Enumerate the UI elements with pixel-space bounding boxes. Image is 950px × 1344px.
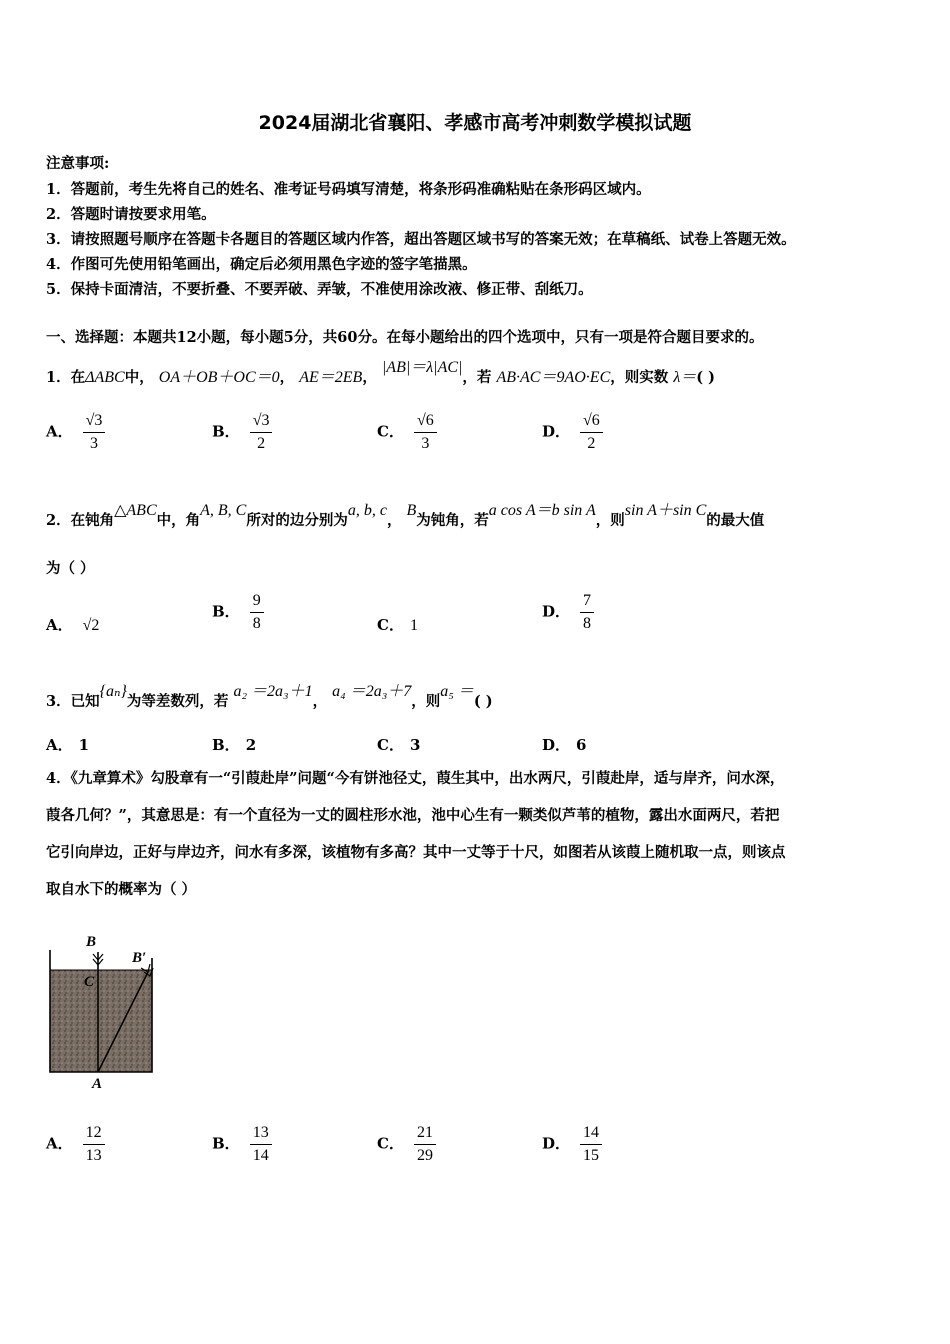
notice-item: 4．作图可先使用铅笔画出，确定后必须用黑色字迹的签字笔描黑。 <box>46 256 477 273</box>
q1-math: |AB|＝λ|AC| <box>381 359 463 376</box>
label-c: C <box>84 974 95 990</box>
q2-math: A, B, C <box>200 502 247 519</box>
question-1 <box>46 359 716 387</box>
q1-option-c[interactable] <box>377 412 437 453</box>
pond-figure <box>40 928 170 1093</box>
option-fraction <box>414 412 437 453</box>
q2-option-c[interactable] <box>377 614 418 635</box>
q2-math: B <box>406 502 417 519</box>
q1-option-b[interactable] <box>212 412 272 453</box>
denominator: 3 <box>421 435 430 452</box>
q3-text: ，则 <box>411 693 441 710</box>
denominator: 13 <box>85 1147 102 1164</box>
option-label: B． <box>212 736 240 754</box>
q3-math: a₂ ＝2a₃＋1 <box>233 683 313 700</box>
numerator: √6 <box>414 412 437 433</box>
option-label: D． <box>542 1134 571 1153</box>
q3-option-c[interactable] <box>377 734 420 755</box>
denominator: 8 <box>252 615 261 632</box>
numerator: √3 <box>83 412 106 433</box>
question-2-cont: 为（ ） <box>46 560 95 577</box>
q1-math: AE＝2EB <box>299 369 363 386</box>
notice-item: 5．保持卡面清洁，不要折叠、不要弄破、弄皱，不准使用涂改液、修正带、刮纸刀。 <box>46 281 593 298</box>
q2-text: 为钝角，若 <box>416 512 489 529</box>
q1-text: 1．在 <box>46 369 86 386</box>
q1-option-d[interactable] <box>542 412 603 453</box>
option-fraction <box>580 1124 602 1165</box>
q2-text: 的最大值 <box>706 512 765 529</box>
question-4 <box>46 760 906 908</box>
option-fraction <box>83 412 106 453</box>
numerator: 13 <box>250 1124 272 1145</box>
q1-math: AB·AC＝9AO·EC <box>496 369 611 386</box>
option-label: D． <box>542 602 571 621</box>
q2-math: a, b, c <box>347 502 387 519</box>
q1-option-a[interactable] <box>46 412 105 453</box>
q4-option-b[interactable] <box>212 1124 272 1165</box>
option-value: 6 <box>576 736 587 754</box>
option-fraction <box>83 1124 105 1165</box>
q1-text: ( ) <box>696 369 716 386</box>
label-a: A <box>92 1076 103 1092</box>
q1-math: OA＋OB＋OC＝0 <box>158 369 280 386</box>
denominator: 8 <box>583 615 592 632</box>
q3-option-a[interactable] <box>46 734 89 755</box>
option-label: A． <box>46 1134 73 1153</box>
option-value: 3 <box>409 736 421 754</box>
notice-heading: 注意事项: <box>46 155 110 172</box>
q4-line: 它引向岸边，正好与岸边齐，问水有多深，该植物有多高？其中一丈等于十尺，如图若从该葭上随机取一点，则该点 <box>46 844 786 861</box>
option-fraction <box>250 412 273 453</box>
q3-option-b[interactable] <box>212 734 256 755</box>
q4-option-d[interactable] <box>542 1124 602 1165</box>
denominator: 2 <box>257 435 266 452</box>
q3-text: 为等差数列，若 <box>126 693 229 710</box>
option-label: A． <box>46 616 73 634</box>
option-label: C． <box>377 1134 404 1153</box>
label-b-prime: B′ <box>132 950 147 966</box>
option-label: C． <box>377 736 404 754</box>
numerator: √6 <box>580 412 603 433</box>
q1-text: ， <box>279 369 295 386</box>
q3-text: 3．已知 <box>46 693 100 710</box>
q1-text: ，若 <box>462 369 492 386</box>
option-label: C． <box>377 422 404 441</box>
option-label: A． <box>46 736 73 754</box>
q1-math: λ＝ <box>673 369 697 386</box>
numerator: 7 <box>580 592 594 613</box>
numerator: 14 <box>580 1124 602 1145</box>
q1-text: 中， <box>124 369 154 386</box>
q4-option-c[interactable] <box>377 1124 436 1165</box>
notice-item: 1．答题前，考生先将自己的姓名、准考证号码填写清楚，将条形码准确粘贴在条形码区域内。 <box>46 181 651 198</box>
q3-math: a₄ ＝2a₃＋7 <box>332 683 412 700</box>
notice-item: 3．请按照题号顺序在答题卡各题目的答题区域内作答，超出答题区域书写的答案无效；在草稿纸、试卷上答题无效。 <box>46 231 796 248</box>
option-label: B． <box>212 602 240 621</box>
q2-math: a cos A＝b sin A <box>488 502 596 519</box>
q1-math: ΔABC <box>85 369 125 386</box>
option-label: A． <box>46 422 73 441</box>
denominator: 14 <box>252 1147 269 1164</box>
option-fraction <box>250 1124 272 1165</box>
option-value: 1 <box>78 736 90 754</box>
q2-text: 中，角 <box>156 512 201 529</box>
q2-option-d[interactable] <box>542 592 594 633</box>
option-label: B． <box>212 1134 240 1153</box>
denominator: 29 <box>416 1147 433 1164</box>
denominator: 15 <box>583 1147 600 1164</box>
denominator: 3 <box>90 435 99 452</box>
option-fraction <box>580 592 594 633</box>
water-region <box>50 970 152 1072</box>
q2-text: ，则 <box>595 512 625 529</box>
q1-text: ， <box>362 369 377 386</box>
q2-math: sin A＋sin C <box>624 502 707 519</box>
q4-option-a[interactable] <box>46 1124 105 1165</box>
q3-option-d[interactable] <box>542 734 586 755</box>
numerator: 12 <box>83 1124 105 1145</box>
option-fraction <box>580 412 603 453</box>
q2-option-a[interactable] <box>46 614 99 635</box>
q3-text: ( ) <box>473 693 493 710</box>
q2-text: 2．在钝角 <box>46 512 115 529</box>
q4-line: 4．《九章算术》勾股章有一“引葭赴岸”问题“今有饼池径丈，葭生其中，出水两尺，引葭赴岸，适与岸齐，问水深， <box>46 770 785 787</box>
notice-item: 2．答题时请按要求用笔。 <box>46 206 216 223</box>
q4-line: 葭各几何？”，其意思是：有一个直径为一丈的圆柱形水池，池中心生有一颗类似芦苇的植物，露出水面两尺，若把 <box>46 807 780 824</box>
option-fraction <box>414 1124 436 1165</box>
option-fraction <box>250 592 264 633</box>
q4-line: 取自水下的概率为（ ） <box>46 881 197 898</box>
option-label: D． <box>542 422 571 441</box>
option-label: C． <box>377 616 404 634</box>
option-value: 2 <box>245 736 257 754</box>
option-value: 1 <box>409 617 418 634</box>
q2-text: 所对的边分别为 <box>246 512 348 529</box>
q3-math: a₅ ＝ <box>440 683 474 700</box>
numerator: √3 <box>250 412 273 433</box>
section-heading: 一、选择题：本题共12小题，每小题5分，共60分。在每小题给出的四个选项中，只有一项是符合题目要求的。 <box>46 329 764 346</box>
option-value: √2 <box>82 617 100 634</box>
option-label: B． <box>212 422 240 441</box>
denominator: 2 <box>587 435 596 452</box>
q1-text: ，则实数 <box>610 369 669 386</box>
q2-option-b[interactable] <box>212 592 264 633</box>
numerator: 21 <box>414 1124 436 1145</box>
q3-text: ， <box>312 693 328 710</box>
question-2 <box>46 502 765 530</box>
q2-math: △ABC <box>114 502 157 519</box>
page-title: 2024届湖北省襄阳、孝感市高考冲刺数学模拟试题 <box>258 112 692 134</box>
label-b: B <box>86 934 97 950</box>
numerator: 9 <box>250 592 264 613</box>
q3-math: {aₙ} <box>99 683 127 700</box>
q2-text: ， <box>386 512 402 529</box>
option-label: D． <box>542 736 571 754</box>
question-3 <box>46 683 493 711</box>
